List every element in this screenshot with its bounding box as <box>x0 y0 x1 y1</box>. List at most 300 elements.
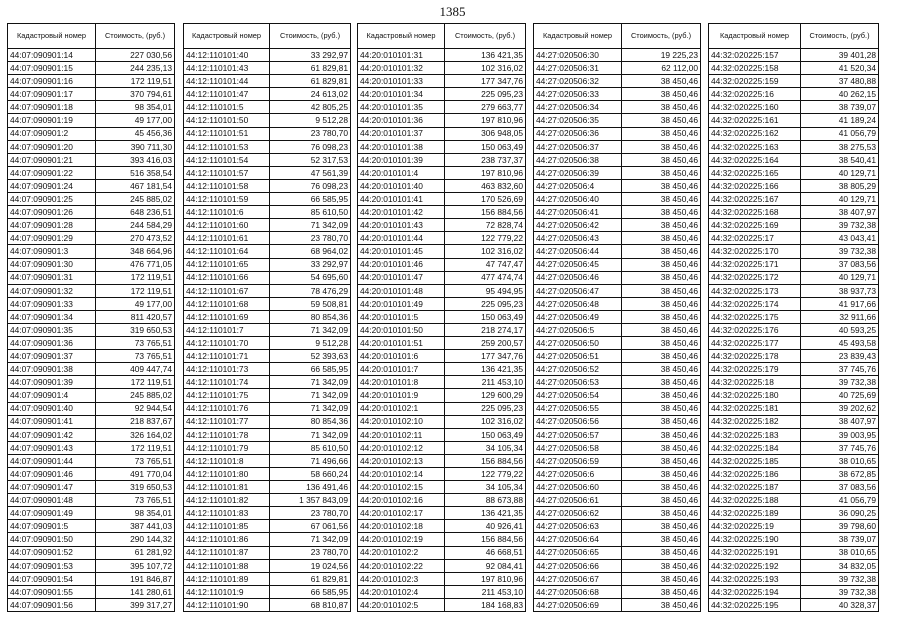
cost-cell: 38 672,85 <box>801 468 879 481</box>
header-cost: Стоимость, (руб.) <box>622 24 701 49</box>
cadastral-number-cell: 44:27:020506:63 <box>534 520 622 533</box>
cadastral-number-cell: 44:12:110101:9 <box>184 585 270 598</box>
cadastral-number-cell: 44:12:110101:51 <box>184 127 270 140</box>
cost-cell: 47 561,39 <box>270 166 351 179</box>
cost-cell: 52 393,63 <box>270 350 351 363</box>
cadastral-number-cell: 44:07:090901:5 <box>8 520 96 533</box>
cost-cell: 156 884,56 <box>445 206 526 219</box>
cadastral-number-cell: 44:27:020506:38 <box>534 153 622 166</box>
table-row <box>709 88 879 101</box>
cost-cell: 38 450,46 <box>622 494 701 507</box>
table-row <box>534 114 701 127</box>
cadastral-number-cell: 44:20:010102:11 <box>358 428 445 441</box>
table-row <box>534 559 701 572</box>
cost-cell: 85 610,50 <box>270 206 351 219</box>
cadastral-number-cell: 44:32:020225:159 <box>709 75 801 88</box>
cadastral-number-cell: 44:12:110101:82 <box>184 494 270 507</box>
table-row <box>709 481 879 494</box>
cadastral-number-cell: 44:07:090901:34 <box>8 310 96 323</box>
cadastral-number-cell: 44:27:020506:46 <box>534 271 622 284</box>
cost-cell: 102 316,02 <box>445 62 526 75</box>
cadastral-number-cell: 44:27:020506:64 <box>534 533 622 546</box>
cost-cell: 319 650,53 <box>96 323 175 336</box>
cadastral-number-cell: 44:32:020225:176 <box>709 323 801 336</box>
cost-cell: 279 663,77 <box>445 101 526 114</box>
table-row <box>709 585 879 598</box>
cost-cell: 38 450,46 <box>622 415 701 428</box>
table-row <box>709 75 879 88</box>
cost-cell: 76 098,23 <box>270 140 351 153</box>
cost-cell: 38 450,46 <box>622 310 701 323</box>
header-cost: Стоимость, (руб.) <box>96 24 175 49</box>
cost-cell: 45 493,58 <box>801 337 879 350</box>
cadastral-number-cell: 44:32:020225:167 <box>709 193 801 206</box>
cadastral-number-cell: 44:20:010102:17 <box>358 507 445 520</box>
table-row <box>8 232 175 245</box>
cost-cell: 172 119,51 <box>96 376 175 389</box>
table-row <box>8 166 175 179</box>
cost-cell: 38 450,46 <box>622 258 701 271</box>
cost-cell: 37 745,76 <box>801 363 879 376</box>
table-row <box>358 75 526 88</box>
cadastral-number-cell: 44:07:090901:18 <box>8 101 96 114</box>
cost-cell: 191 846,87 <box>96 572 175 585</box>
cost-cell: 43 043,41 <box>801 232 879 245</box>
cost-cell: 23 780,70 <box>270 546 351 559</box>
table-row <box>358 494 526 507</box>
cost-cell: 238 737,37 <box>445 153 526 166</box>
register-table-4 <box>533 23 701 612</box>
cost-cell: 244 584,29 <box>96 219 175 232</box>
cadastral-number-cell: 44:20:010102:15 <box>358 481 445 494</box>
table-row <box>8 494 175 507</box>
cadastral-number-cell: 44:07:090901:56 <box>8 598 96 611</box>
cadastral-number-cell: 44:20:010101:51 <box>358 337 445 350</box>
cost-cell: 78 476,29 <box>270 284 351 297</box>
cadastral-number-cell: 44:12:110101:69 <box>184 310 270 323</box>
cadastral-number-cell: 44:07:090901:37 <box>8 350 96 363</box>
table-row <box>534 75 701 88</box>
cadastral-number-cell: 44:07:090901:41 <box>8 415 96 428</box>
cost-cell: 141 280,61 <box>96 585 175 598</box>
cadastral-number-cell: 44:20:010101:47 <box>358 271 445 284</box>
cadastral-number-cell: 44:12:110101:60 <box>184 219 270 232</box>
cost-cell: 33 292,97 <box>270 258 351 271</box>
table-row <box>184 297 351 310</box>
table-row <box>8 140 175 153</box>
table-row <box>8 415 175 428</box>
table-row <box>534 49 701 62</box>
cost-cell: 39 732,38 <box>801 245 879 258</box>
table-row <box>184 598 351 611</box>
table-row <box>358 441 526 454</box>
table-row <box>534 507 701 520</box>
cost-cell: 95 494,95 <box>445 284 526 297</box>
cadastral-number-cell: 44:07:090901:3 <box>8 245 96 258</box>
cadastral-number-cell: 44:12:110101:7 <box>184 323 270 336</box>
table-row <box>534 323 701 336</box>
cadastral-number-cell: 44:20:010102:3 <box>358 572 445 585</box>
cost-cell: 80 854,36 <box>270 310 351 323</box>
cost-cell: 326 164,02 <box>96 428 175 441</box>
table-row <box>8 88 175 101</box>
cost-cell: 38 450,46 <box>622 179 701 192</box>
cost-cell: 58 660,24 <box>270 468 351 481</box>
table-row <box>8 49 175 62</box>
cadastral-number-cell: 44:32:020225:190 <box>709 533 801 546</box>
cadastral-number-cell: 44:32:020225:186 <box>709 468 801 481</box>
table-row <box>709 297 879 310</box>
cost-cell: 71 342,09 <box>270 376 351 389</box>
cost-cell: 61 829,81 <box>270 75 351 88</box>
cost-cell: 38 450,46 <box>622 219 701 232</box>
cadastral-number-cell: 44:32:020225:182 <box>709 415 801 428</box>
cadastral-number-cell: 44:20:010101:33 <box>358 75 445 88</box>
cadastral-number-cell: 44:20:010101:48 <box>358 284 445 297</box>
cost-cell: 38 407,97 <box>801 206 879 219</box>
cost-cell: 76 098,23 <box>270 179 351 192</box>
cadastral-number-cell: 44:27:020506:35 <box>534 114 622 127</box>
cadastral-number-cell: 44:07:090901:39 <box>8 376 96 389</box>
cadastral-number-cell: 44:32:020225:162 <box>709 127 801 140</box>
table-row <box>534 546 701 559</box>
table-row <box>184 232 351 245</box>
table-row <box>184 114 351 127</box>
cadastral-number-cell: 44:32:020225:160 <box>709 101 801 114</box>
cadastral-number-cell: 44:20:010102:1 <box>358 402 445 415</box>
cost-cell: 40 926,41 <box>445 520 526 533</box>
table-row <box>534 258 701 271</box>
cadastral-number-cell: 44:07:090901:55 <box>8 585 96 598</box>
cost-cell: 38 450,46 <box>622 598 701 611</box>
table-row <box>709 572 879 585</box>
register-table-2 <box>183 23 351 612</box>
cadastral-number-cell: 44:27:020506:34 <box>534 101 622 114</box>
cost-cell: 71 342,09 <box>270 219 351 232</box>
cadastral-number-cell: 44:27:020506:50 <box>534 337 622 350</box>
cadastral-number-cell: 44:27:020506:68 <box>534 585 622 598</box>
cost-cell: 38 450,46 <box>622 88 701 101</box>
cost-cell: 38 450,46 <box>622 297 701 310</box>
table-row <box>534 389 701 402</box>
cadastral-number-cell: 44:07:090901:17 <box>8 88 96 101</box>
table-row <box>184 101 351 114</box>
table-row <box>8 546 175 559</box>
cadastral-number-cell: 44:32:020225:166 <box>709 179 801 192</box>
table-row <box>709 271 879 284</box>
table-row <box>358 114 526 127</box>
cost-cell: 211 453,10 <box>445 585 526 598</box>
cadastral-number-cell: 44:20:010101:7 <box>358 363 445 376</box>
cost-cell: 62 112,00 <box>622 62 701 75</box>
table-row <box>184 468 351 481</box>
cost-cell: 38 450,46 <box>622 166 701 179</box>
table-row <box>709 494 879 507</box>
table-row <box>184 284 351 297</box>
table-row <box>184 350 351 363</box>
cadastral-number-cell: 44:32:020225:17 <box>709 232 801 245</box>
table-row <box>534 153 701 166</box>
cost-cell: 491 770,04 <box>96 468 175 481</box>
cost-cell: 38 450,46 <box>622 376 701 389</box>
cost-cell: 38 450,46 <box>622 323 701 336</box>
cadastral-number-cell: 44:27:020506:45 <box>534 258 622 271</box>
cadastral-number-cell: 44:27:020506:49 <box>534 310 622 323</box>
cost-cell: 38 450,46 <box>622 507 701 520</box>
table-row <box>534 232 701 245</box>
cost-cell: 92 084,41 <box>445 559 526 572</box>
cost-cell: 73 765,51 <box>96 454 175 467</box>
cost-cell: 19 024,56 <box>270 559 351 572</box>
cadastral-number-cell: 44:27:020506:4 <box>534 179 622 192</box>
cadastral-number-cell: 44:27:020506:36 <box>534 127 622 140</box>
cadastral-number-cell: 44:12:110101:74 <box>184 376 270 389</box>
table-row <box>358 585 526 598</box>
cost-cell: 244 235,13 <box>96 62 175 75</box>
cadastral-number-cell: 44:12:110101:61 <box>184 232 270 245</box>
cadastral-number-cell: 44:07:090901:26 <box>8 206 96 219</box>
cadastral-number-cell: 44:20:010101:31 <box>358 49 445 62</box>
table-row <box>358 415 526 428</box>
cadastral-number-cell: 44:12:110101:58 <box>184 179 270 192</box>
cost-cell: 38 450,46 <box>622 284 701 297</box>
cost-cell: 39 202,62 <box>801 402 879 415</box>
cadastral-number-cell: 44:07:090901:48 <box>8 494 96 507</box>
cost-cell: 19 225,23 <box>622 49 701 62</box>
cost-cell: 34 105,34 <box>445 441 526 454</box>
table-row <box>534 481 701 494</box>
cadastral-number-cell: 44:12:110101:81 <box>184 481 270 494</box>
table-row <box>534 206 701 219</box>
cost-cell: 40 129,71 <box>801 271 879 284</box>
table-row <box>8 454 175 467</box>
cadastral-number-cell: 44:20:010101:8 <box>358 376 445 389</box>
cadastral-number-cell: 44:32:020225:161 <box>709 114 801 127</box>
cadastral-number-cell: 44:32:020225:163 <box>709 140 801 153</box>
cadastral-number-cell: 44:32:020225:183 <box>709 428 801 441</box>
cadastral-number-cell: 44:12:110101:73 <box>184 363 270 376</box>
table-row <box>358 297 526 310</box>
table-row <box>534 179 701 192</box>
cadastral-number-cell: 44:32:020225:194 <box>709 585 801 598</box>
cost-cell: 177 347,76 <box>445 75 526 88</box>
cost-cell: 38 450,46 <box>622 271 701 284</box>
cadastral-number-cell: 44:12:110101:54 <box>184 153 270 166</box>
cadastral-number-cell: 44:12:110101:77 <box>184 415 270 428</box>
cost-cell: 38 450,46 <box>622 441 701 454</box>
cost-cell: 38 450,46 <box>622 350 701 363</box>
cadastral-number-cell: 44:12:110101:50 <box>184 114 270 127</box>
cadastral-number-cell: 44:12:110101:53 <box>184 140 270 153</box>
header-cost: Стоимость, (руб.) <box>445 24 526 49</box>
table-row <box>8 75 175 88</box>
table-row <box>184 245 351 258</box>
cadastral-number-cell: 44:27:020506:62 <box>534 507 622 520</box>
cost-cell: 98 354,01 <box>96 507 175 520</box>
cadastral-number-cell: 44:07:090901:52 <box>8 546 96 559</box>
cost-cell: 52 317,53 <box>270 153 351 166</box>
table-row <box>709 454 879 467</box>
cadastral-number-cell: 44:07:090901:30 <box>8 258 96 271</box>
cost-cell: 156 884,56 <box>445 454 526 467</box>
cadastral-number-cell: 44:12:110101:79 <box>184 441 270 454</box>
cost-cell: 38 450,46 <box>622 481 701 494</box>
cadastral-number-cell: 44:07:090901:49 <box>8 507 96 520</box>
table-row <box>358 271 526 284</box>
table-row <box>8 179 175 192</box>
cost-cell: 38 450,46 <box>622 337 701 350</box>
header-cadastral: Кадастровый номер <box>534 24 622 49</box>
table-row <box>184 454 351 467</box>
table-row <box>8 206 175 219</box>
cost-cell: 409 447,74 <box>96 363 175 376</box>
cost-cell: 36 090,25 <box>801 507 879 520</box>
cadastral-number-cell: 44:12:110101:47 <box>184 88 270 101</box>
table-row <box>8 402 175 415</box>
table-row <box>8 468 175 481</box>
cost-cell: 38 450,46 <box>622 153 701 166</box>
table-row <box>184 363 351 376</box>
cadastral-number-cell: 44:07:090901:24 <box>8 179 96 192</box>
table-row <box>358 533 526 546</box>
cost-cell: 38 450,46 <box>622 193 701 206</box>
table-row <box>358 454 526 467</box>
cadastral-number-cell: 44:32:020225:157 <box>709 49 801 62</box>
cost-cell: 39 732,38 <box>801 572 879 585</box>
cadastral-number-cell: 44:12:110101:57 <box>184 166 270 179</box>
cadastral-number-cell: 44:27:020506:42 <box>534 219 622 232</box>
cadastral-number-cell: 44:27:020506:54 <box>534 389 622 402</box>
cost-cell: 34 832,05 <box>801 559 879 572</box>
table-row <box>184 494 351 507</box>
cost-cell: 156 884,56 <box>445 533 526 546</box>
cadastral-number-cell: 44:20:010101:35 <box>358 101 445 114</box>
cadastral-number-cell: 44:12:110101:5 <box>184 101 270 114</box>
table-row <box>184 585 351 598</box>
cadastral-number-cell: 44:07:090901:38 <box>8 363 96 376</box>
cadastral-number-cell: 44:32:020225:164 <box>709 153 801 166</box>
cost-cell: 136 421,35 <box>445 507 526 520</box>
table-row <box>358 428 526 441</box>
table-row <box>534 415 701 428</box>
cost-cell: 38 450,46 <box>622 520 701 533</box>
cost-cell: 9 512,28 <box>270 337 351 350</box>
cost-cell: 88 673,88 <box>445 494 526 507</box>
table-row <box>358 49 526 62</box>
table-row <box>709 245 879 258</box>
cost-cell: 38 450,46 <box>622 389 701 402</box>
cadastral-number-cell: 44:27:020506:40 <box>534 193 622 206</box>
table-row <box>534 402 701 415</box>
cadastral-number-cell: 44:20:010102:22 <box>358 559 445 572</box>
cost-cell: 197 810,96 <box>445 572 526 585</box>
cost-cell: 39 003,95 <box>801 428 879 441</box>
table-row <box>534 363 701 376</box>
table-row <box>358 88 526 101</box>
table-row <box>8 62 175 75</box>
table-row <box>184 88 351 101</box>
table-row <box>358 323 526 336</box>
table-row <box>358 520 526 533</box>
cost-cell: 177 347,76 <box>445 350 526 363</box>
cadastral-number-cell: 44:20:010101:34 <box>358 88 445 101</box>
cost-cell: 33 292,97 <box>270 49 351 62</box>
cadastral-number-cell: 44:20:010102:5 <box>358 598 445 611</box>
cost-cell: 225 095,23 <box>445 297 526 310</box>
cadastral-number-cell: 44:20:010101:32 <box>358 62 445 75</box>
cadastral-number-cell: 44:32:020225:191 <box>709 546 801 559</box>
cost-cell: 387 441,03 <box>96 520 175 533</box>
table-row <box>534 245 701 258</box>
cost-cell: 37 083,56 <box>801 258 879 271</box>
cost-cell: 54 695,60 <box>270 271 351 284</box>
table-row <box>8 284 175 297</box>
table-row <box>709 376 879 389</box>
cadastral-number-cell: 44:12:110101:66 <box>184 271 270 284</box>
table-row <box>358 284 526 297</box>
cost-cell: 71 342,09 <box>270 533 351 546</box>
table-row <box>534 193 701 206</box>
cost-cell: 38 450,46 <box>622 114 701 127</box>
register-table-3 <box>357 23 526 612</box>
cost-cell: 41 917,66 <box>801 297 879 310</box>
table-row <box>8 219 175 232</box>
table-row <box>184 193 351 206</box>
cost-cell: 197 810,96 <box>445 166 526 179</box>
table-row <box>534 441 701 454</box>
cadastral-number-cell: 44:32:020225:185 <box>709 454 801 467</box>
cost-cell: 66 585,95 <box>270 363 351 376</box>
cost-cell: 59 508,81 <box>270 297 351 310</box>
cadastral-number-cell: 44:20:010102:2 <box>358 546 445 559</box>
cost-cell: 38 450,46 <box>622 245 701 258</box>
cadastral-number-cell: 44:27:020506:47 <box>534 284 622 297</box>
cadastral-number-cell: 44:32:020225:158 <box>709 62 801 75</box>
cadastral-number-cell: 44:20:010101:50 <box>358 323 445 336</box>
table-row <box>184 520 351 533</box>
cadastral-number-cell: 44:27:020506:61 <box>534 494 622 507</box>
cadastral-number-cell: 44:12:110101:68 <box>184 297 270 310</box>
cadastral-number-cell: 44:32:020225:189 <box>709 507 801 520</box>
table-row <box>8 520 175 533</box>
cadastral-number-cell: 44:20:010101:49 <box>358 297 445 310</box>
cadastral-number-cell: 44:32:020225:181 <box>709 402 801 415</box>
cost-cell: 225 095,23 <box>445 88 526 101</box>
cost-cell: 46 668,51 <box>445 546 526 559</box>
cost-cell: 37 480,88 <box>801 75 879 88</box>
table-row <box>8 585 175 598</box>
cadastral-number-cell: 44:20:010102:12 <box>358 441 445 454</box>
table-row <box>358 232 526 245</box>
table-row <box>358 376 526 389</box>
cost-cell: 38 450,46 <box>622 363 701 376</box>
cost-cell: 38 739,07 <box>801 533 879 546</box>
cost-cell: 66 585,95 <box>270 193 351 206</box>
cost-cell: 172 119,51 <box>96 284 175 297</box>
table-row <box>358 153 526 166</box>
table-row <box>358 481 526 494</box>
cost-cell: 39 798,60 <box>801 520 879 533</box>
cadastral-number-cell: 44:20:010101:40 <box>358 179 445 192</box>
cost-cell: 390 711,30 <box>96 140 175 153</box>
table-row <box>358 559 526 572</box>
table-row <box>534 127 701 140</box>
table-row <box>709 546 879 559</box>
cost-cell: 39 401,28 <box>801 49 879 62</box>
cadastral-number-cell: 44:07:090901:44 <box>8 454 96 467</box>
cadastral-number-cell: 44:32:020225:187 <box>709 481 801 494</box>
table-row <box>358 337 526 350</box>
